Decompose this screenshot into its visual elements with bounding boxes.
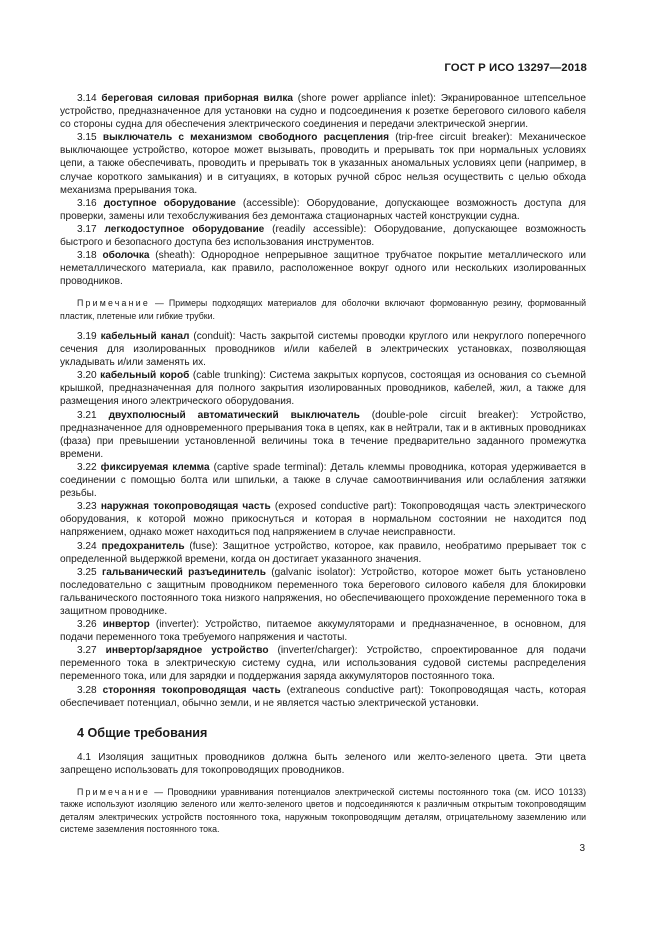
definition-term: оболочка [102,250,150,262]
definition-number: 3.20 [77,370,97,382]
definition-item [60,131,586,196]
definition-item [60,369,586,408]
note-label: Примечание [77,787,150,797]
definition-text: (trip-free circuit breaker): Механическое выключающее устройство, которое может вызывать, проводить и прерывать ток при нормальных условиях цепи, а также обеспечивать, проводить и прерывать ток в указанных аномальных условиях цепи (например, в случае короткого замыкания) и в ситуациях, в которых ручной сброс нельзя осуществить с целью обхода механизма прерывания тока. [60,132,587,196]
definition-number: 3.16 [77,197,97,209]
definition-text: (cable trunking): Система закрытых корпусов, состоящая из основания со съемной крышкой, предназначенная для полного закрытия изолированных проводников, кабелей, жил, а также для размещения иного электрического оборудования. [60,370,586,408]
definition-term: выключатель с механизмом свободного расцепления [102,132,390,144]
definition-item [60,249,586,288]
definition-text: (accessible): Оборудование, допускающее возможность доступа для проверки, замены или техобслуживания без демонтажа стационарных частей конструкции судна. [60,197,586,222]
definition-term: инвертор [102,619,150,631]
definition-number: 3.23 [77,501,97,513]
definition-number: 3.21 [77,409,97,421]
definition-term: береговая силовая приборная вилка [101,93,294,104]
note-label: Примечание [77,298,150,309]
note-sheath-materials [60,297,586,322]
definition-text: (double-pole circuit breaker): Устройство, предназначенное для одновременного прерывания тока в цепях, как в нейтрали, так и в активных проводниках (фаза) при превышении установленной величины тока в течение предварительно заданного промежутка времени. [60,409,586,460]
definition-text: (exposed conductive part): Токопроводящая часть электрического оборудования, к которой можно прикоснуться и которая в нормальном состоянии не находится под напряжением, однако может находиться под напряжением в случае неисправности. [60,501,586,539]
definition-term: гальванический разъединитель [102,566,266,578]
page-number: 3 [579,843,585,854]
definition-term: легкодоступное оборудование [104,223,265,235]
definition-text: (inverter): Устройство, питаемое аккумуляторами и предназначенное, в основном, для подачи переменного тока требуемого напряжения и частоты. [60,619,586,644]
definition-item [60,223,586,249]
definition-term: двухполюсный автоматический выключатель [108,409,360,421]
note-potential-bonding [60,786,586,835]
definition-number: 3.22 [77,461,97,473]
definition-item [60,330,586,369]
definition-item [60,500,586,539]
definition-number: 3.26 [77,619,97,631]
definition-text: (captive spade terminal): Деталь клеммы проводника, которая удерживается в соединении с помощью болта или шпильки, а также в случае самоотвинчивания или ослабления затяжки резьбы. [60,461,586,500]
definition-term: предохранитель [101,540,185,552]
definition-term: наружная токопроводящая часть [100,501,271,513]
note-text: — Проводники уравнивания потенциалов электрической системы постоянного тока (см. ИСО 10133) также используют изоляцию зеленого или желто-зеленого цветов и подсоединяются к различным открытым токопроводящим деталям электрических устройств постоянного тока, наружным токопроводящим деталям, отрицательному заземлению или системе заземления постоянного тока. [60,787,586,834]
definition-text: (extraneous conductive part): Токопроводящая часть, которая обеспечивает потенциал, обычно земли, и не является частью электрической установки. [60,684,586,709]
definition-number: 3.28 [77,684,97,696]
definition-item [60,197,586,223]
definition-number: 3.18 [77,250,97,262]
definition-item [60,92,586,131]
definitions-list-b [60,330,586,710]
definition-number: 3.24 [77,540,97,552]
definition-text: (galvanic isolator): Устройство, которое может быть установлено последовательно с защитным проводником переменного тока берегового силового кабеля для блокировки гальванического постоянного тока низкого напряжения, но обеспечивающего прохождение переменного тока в защитном проводнике. [60,566,586,617]
definition-text: (shore power appliance inlet): Экранированное штепсельное устройство, предназначенное для установки на судно и подсоединения к розетке берегового силового кабеля со стороны судна для обеспечения электрического соединения и передачи электрической энергии. [60,93,587,131]
definition-text: (conduit): Часть закрытой системы проводки круглого или некруглого поперечного сечения для изолированных проводников и/или кабелей в электрических установках, позволяющая укладывать и/или заменять их. [60,331,586,369]
definition-item [60,644,586,683]
definition-number: 3.27 [77,645,97,657]
definition-number: 3.17 [77,223,97,235]
paragraph-4-1: 4.1 Изоляция защитных проводников должна быть зеленого или желто-зеленого цвета. Эти цвета запрещено использовать для токопроводящих проводников. [60,751,586,776]
definition-term: сторонняя токопроводящая часть [102,684,281,696]
definition-item [60,540,586,566]
definition-term: инвертор/зарядное устройство [105,645,269,657]
definition-number: 3.15 [77,132,97,144]
document-standard-header: ГОСТ Р ИСО 13297—2018 [444,62,587,74]
note-text: — Примеры подходящих материалов для оболочки включают формованную резину, формованный пластик, плетеные или гибкие трубки. [60,298,586,321]
definitions-list-a [60,92,586,288]
definition-term: кабельный канал [100,331,190,342]
definition-number: 3.19 [77,331,97,342]
page-content [60,92,586,843]
definition-item [60,409,586,461]
section-heading: 4 Общие требования [77,725,208,740]
definition-item [60,461,586,500]
definition-text: (fuse): Защитное устройство, которое, как правило, необратимо прерывает ток с определенной выдержкой времени, когда он достигает указанного значения. [60,540,586,565]
definition-term: кабельный короб [100,370,190,382]
definition-text: (sheath): Однородное непрерывное защитное трубчатое покрытие металлического или неметаллического материала, как правило, расположенное вокруг одного или нескольких изолированных проводников. [60,250,586,288]
definition-number: 3.14 [77,93,97,104]
definition-term: доступное оборудование [103,197,236,209]
definition-number: 3.25 [77,566,97,578]
definition-item [60,684,586,710]
definition-item [60,566,586,618]
definition-item [60,618,586,644]
definition-text: (readily accessible): Оборудование, допускающее возможность быстрого и безопасного доступа без использования инструментов. [60,223,587,249]
definition-text: (inverter/charger): Устройство, спроектированное для подачи переменного тока в электрическую систему судна, или использования судовой системы распределения переменного тока, или для зарядки и поддержания заряда аккумуляторов постоянного тока. [60,645,586,683]
definition-term: фиксируемая клемма [100,461,210,473]
